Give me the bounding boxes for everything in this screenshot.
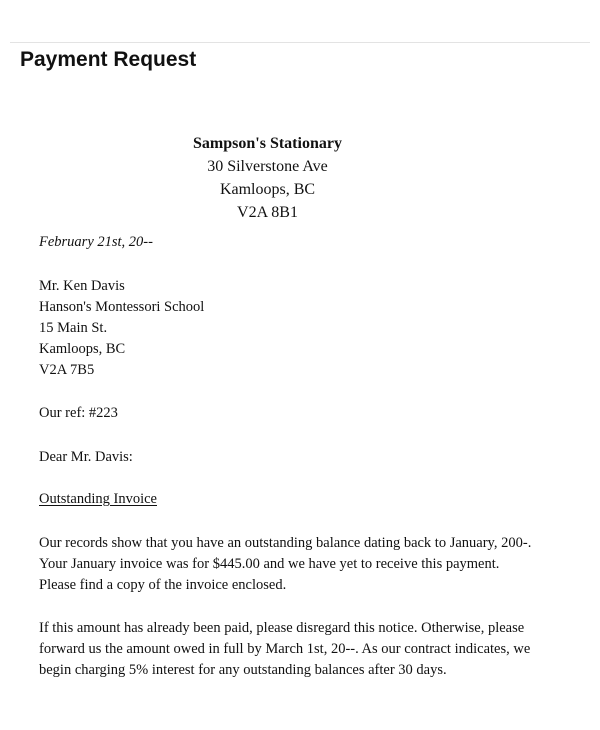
paragraph-line: Please find a copy of the invoice enclosed. (39, 577, 287, 593)
company-street: 30 Silverstone Ave (207, 158, 328, 175)
letterhead (0, 132, 535, 224)
letter-date: February 21st, 20-- (39, 234, 153, 250)
paragraph-line: Your January invoice was for $445.00 and we have yet to receive this payment. (39, 556, 500, 572)
paragraph-line: forward us the amount owed in full by March 1st, 20--. As our contract indicates, we (39, 641, 531, 657)
recipient-postal-code: V2A 7B5 (39, 362, 95, 378)
top-divider (10, 42, 590, 43)
body-paragraph (39, 533, 531, 596)
company-city: Kamloops, BC (219, 181, 316, 198)
paragraph-line: Our records show that you have an outstanding balance dating back to January, 200-. (39, 535, 532, 551)
recipient-city: Kamloops, BC (39, 341, 126, 357)
page-title: Payment Request (20, 48, 197, 71)
subject-heading: Outstanding Invoice (39, 491, 157, 507)
recipient-address (39, 276, 204, 381)
paragraph-line: begin charging 5% interest for any outstanding balances after 30 days. (39, 662, 447, 678)
recipient-organization: Hanson's Montessori School (39, 299, 205, 315)
salutation: Dear Mr. Davis: (39, 449, 133, 465)
body-paragraph (39, 618, 530, 681)
company-name: Sampson's Stationary (193, 135, 342, 152)
recipient-street: 15 Main St. (39, 320, 108, 336)
company-postal-code: V2A 8B1 (237, 204, 298, 221)
paragraph-line: If this amount has already been paid, please disregard this notice. Otherwise, please (39, 620, 525, 636)
recipient-name: Mr. Ken Davis (39, 278, 125, 294)
reference-number: Our ref: #223 (39, 405, 118, 421)
